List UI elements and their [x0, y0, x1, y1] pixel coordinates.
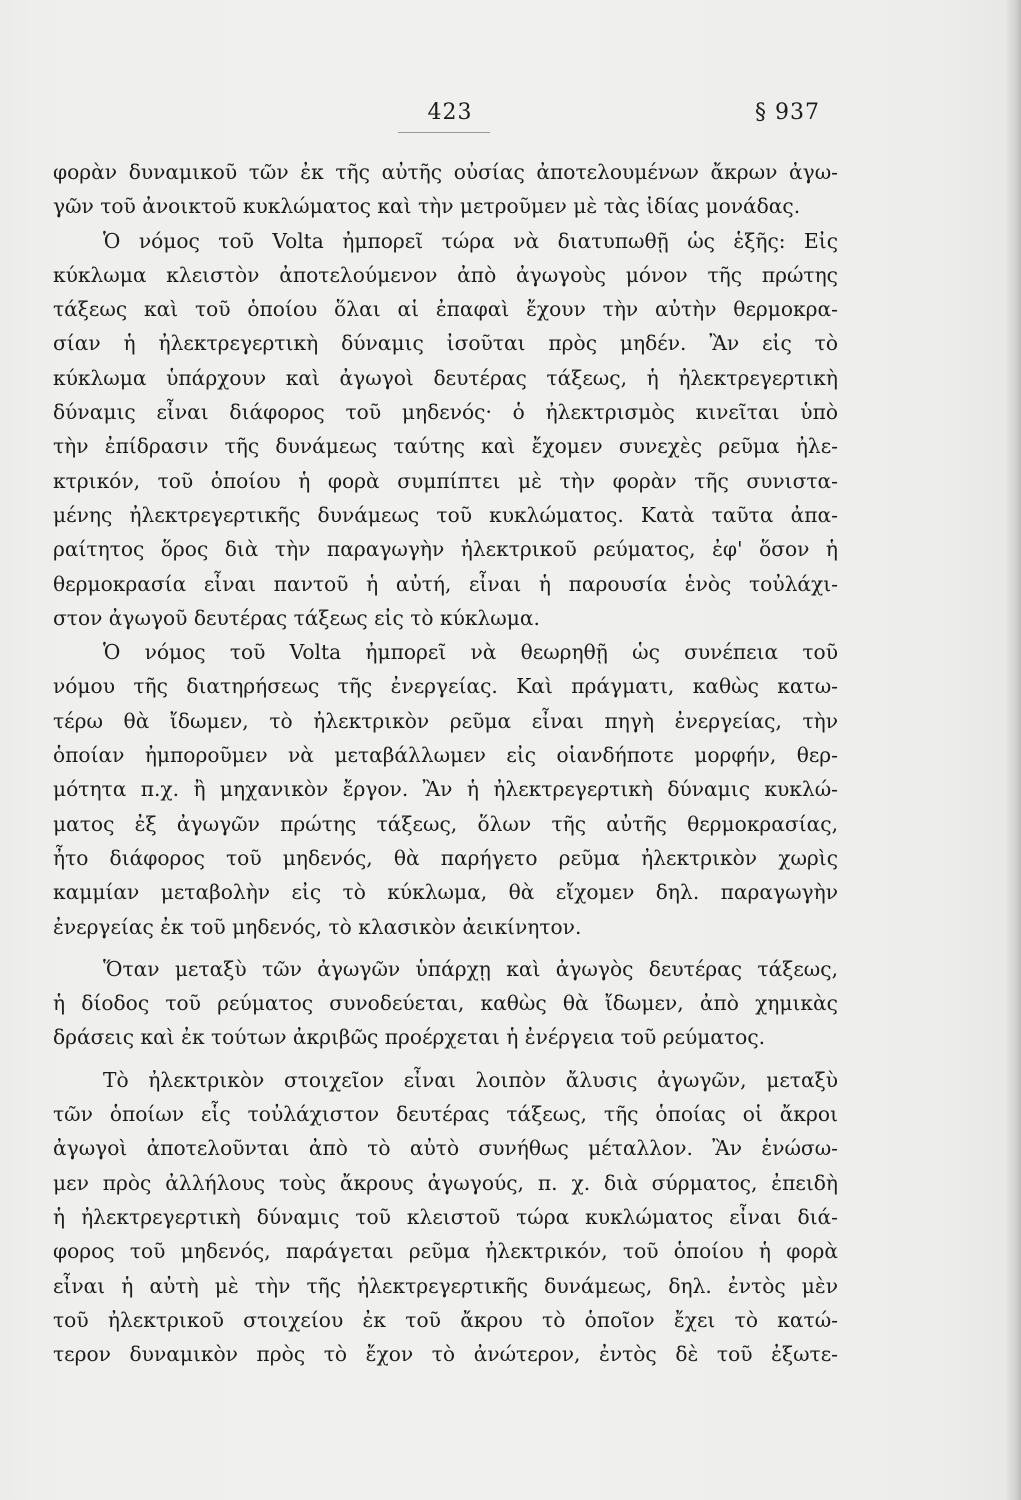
text-line: τὴν ἐπίδρασιν τῆς δυνάμεως ταύτης καὶ ἔχομεν συνεχὲς ρεῦμα ἠλε-: [53, 434, 838, 459]
paragraph: [53, 635, 838, 944]
header-rule: [398, 132, 490, 133]
paragraph: [53, 952, 838, 1055]
section-number: § 937: [755, 100, 820, 125]
text-line: δύναμις εἶναι διάφορος τοῦ μηδενός· ὁ ἠλεκτρισμὸς κινεῖται ὑπὸ: [53, 400, 838, 425]
text-line: κτρικόν, τοῦ ὁποίου ἡ φορὰ συμπίπτει μὲ τὴν φορὰν τῆς συνιστα-: [53, 468, 838, 493]
text-line: στον ἀγωγοῦ δευτέρας τάξεως εἰς τὸ κύκλωμα.: [53, 605, 540, 630]
text-line: ὁποίαν ἠμποροῦμεν νὰ μεταβάλλωμεν εἰς οἱανδήποτε μορφήν, θερ-: [53, 743, 838, 768]
text-line: γῶν τοῦ ἀνοικτοῦ κυκλώματος καὶ τὴν μετροῦμεν μὲ τὰς ἰδίας μονάδας.: [53, 194, 801, 219]
text-line: καμμίαν μεταβολὴν εἰς τὸ κύκλωμα, θὰ εἴχομεν δηλ. παραγωγὴν: [53, 880, 838, 905]
text-line: σίαν ἡ ἠλεκτρεγερτικὴ δύναμις ἰσοῦται πρὸς μηδέν. Ἂν εἰς τὸ: [53, 331, 838, 356]
text-line: τοῦ ἠλεκτρικοῦ στοιχείου ἐκ τοῦ ἄκρου τὸ ὁποῖον ἔχει τὸ κατώ-: [53, 1307, 838, 1332]
text-line: κύκλωμα ὑπάρχουν καὶ ἀγωγοὶ δευτέρας τάξεως, ἡ ἠλεκτρεγερτικὴ: [53, 365, 838, 390]
paragraph-gap: [53, 1055, 838, 1063]
text-line: τέρω θὰ ἴδωμεν, τὸ ἠλεκτρικὸν ρεῦμα εἶναι πηγὴ ἐνεργείας, τὴν: [53, 708, 838, 733]
text-line: τῶν ὁποίων εἷς τοὐλάχιστον δευτέρας τάξεως, τῆς ὁποίας οἱ ἄκροι: [53, 1102, 838, 1127]
text-line: νόμου τῆς διατηρήσεως τῆς ἐνεργείας. Καὶ πράγματι, καθὼς κατω-: [53, 674, 838, 699]
page-header: [0, 100, 1021, 140]
text-line: Ὁ νόμος τοῦ Volta ἠμπορεῖ νὰ θεωρηθῇ ὡς συνέπεια τοῦ: [103, 640, 838, 665]
text-line: τερον δυναμικὸν πρὸς τὸ ἔχον τὸ ἀνώτερον, ἐντὸς δὲ τοῦ ἐξωτε-: [53, 1342, 838, 1367]
text-line: μεν πρὸς ἀλλήλους τοὺς ἄκρους ἀγωγούς, π. χ. διὰ σύρματος, ἐπειδὴ: [53, 1170, 838, 1195]
text-line: Τὸ ἠλεκτρικὸν στοιχεῖον εἶναι λοιπὸν ἄλυσις ἀγωγῶν, μεταξὺ: [103, 1067, 838, 1092]
text-line: ἐνεργείας ἐκ τοῦ μηδενός, τὸ κλασικὸν ἀεικίνητον.: [53, 914, 582, 939]
text-line: φορος τοῦ μηδενός, παράγεται ρεῦμα ἠλεκτρικόν, τοῦ ὁποίου ἡ φορὰ: [53, 1239, 838, 1264]
paragraph: [53, 1063, 838, 1372]
page-edge-shadow: [1005, 0, 1021, 1500]
text-line: φορὰν δυναμικοῦ τῶν ἐκ τῆς αὐτῆς οὐσίας ἀποτελουμένων ἄκρων ἀγω-: [53, 160, 838, 184]
body-text: [53, 155, 838, 1371]
text-line: ματος ἐξ ἀγωγῶν πρώτης τάξεως, ὅλων τῆς αὐτῆς θερμοκρασίας,: [53, 811, 838, 836]
text-line: δράσεις καὶ ἐκ τούτων ἀκριβῶς προέρχεται ἡ ἐνέργεια τοῦ ρεύματος.: [53, 1025, 766, 1050]
text-line: ἡ ἠλεκτρεγερτικὴ δύναμις τοῦ κλειστοῦ τώρα κυκλώματος εἶναι διά-: [53, 1204, 838, 1229]
text-line: μότητα π.χ. ἢ μηχανικὸν ἔργον. Ἂν ἡ ἠλεκτρεγερτικὴ δύναμις κυκλώ-: [53, 777, 838, 802]
text-line: Ὁ νόμος τοῦ Volta ἠμπορεῖ τώρα νὰ διατυπωθῇ ὡς ἑξῆς: Εἰς: [103, 228, 838, 253]
text-line: ἡ δίοδος τοῦ ρεύματος συνοδεύεται, καθὼς θὰ ἴδωμεν, ἀπὸ χημικὰς: [53, 991, 838, 1016]
text-line: ἀγωγοὶ ἀποτελοῦνται ἀπὸ τὸ αὐτὸ συνήθως μέταλλον. Ἂν ἑνώσω-: [53, 1136, 838, 1161]
paragraph: [53, 224, 838, 636]
paragraph: [53, 155, 838, 224]
text-line: τάξεως καὶ τοῦ ὁποίου ὅλαι αἱ ἐπαφαὶ ἔχουν τὴν αὐτὴν θερμοκρα-: [53, 297, 838, 322]
text-line: Ὅταν μεταξὺ τῶν ἀγωγῶν ὑπάρχῃ καὶ ἀγωγὸς δευτέρας τάξεως,: [103, 956, 838, 981]
page-number: 423: [427, 100, 473, 125]
text-line: κύκλωμα κλειστὸν ἀποτελούμενον ἀπὸ ἀγωγοὺς μόνον τῆς πρώτης: [53, 262, 838, 287]
text-line: μένης ἠλεκτρεγερτικῆς δυνάμεως τοῦ κυκλώματος. Κατὰ ταῦτα ἀπα-: [53, 502, 838, 527]
text-line: εἶναι ἡ αὐτὴ μὲ τὴν τῆς ἠλεκτρεγερτικῆς δυνάμεως, δηλ. ἐντὸς μὲν: [53, 1273, 838, 1298]
paragraph-gap: [53, 944, 838, 952]
text-line: ραίτητος ὅρος διὰ τὴν παραγωγὴν ἠλεκτρικοῦ ρεύματος, ἐφ' ὅσον ἡ: [53, 537, 838, 562]
text-line: θερμοκρασία εἶναι παντοῦ ἡ αὐτή, εἶναι ἡ παρουσία ἑνὸς τοὐλάχι-: [53, 571, 838, 596]
text-line: ἦτο διάφορος τοῦ μηδενός, θὰ παρήγετο ρεῦμα ἠλεκτρικὸν χωρὶς: [53, 845, 838, 870]
